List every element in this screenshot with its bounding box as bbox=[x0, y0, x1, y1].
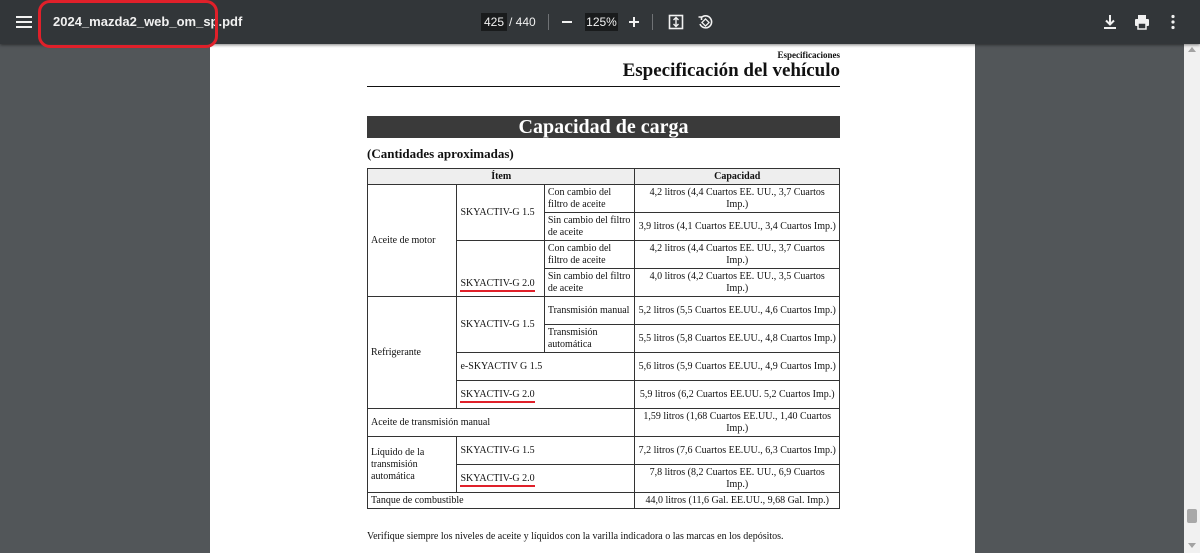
condition-label: Con cambio del filtro de aceite bbox=[544, 185, 635, 213]
capacity-value: 44,0 litros (11,6 Gal. EE.UU., 9,68 Gal. Imp.) bbox=[635, 493, 840, 509]
toolbar-divider bbox=[652, 14, 653, 30]
title-highlight-annotation bbox=[38, 0, 218, 48]
menu-icon[interactable] bbox=[12, 10, 36, 34]
capacity-table bbox=[367, 168, 840, 509]
header-item: Ítem bbox=[368, 169, 635, 185]
footnote: Verifique siempre los niveles de aceite y líquidos con la varilla indicadora o las marcas en los depósitos. bbox=[367, 531, 784, 542]
scroll-up-arrow-icon[interactable] bbox=[1188, 47, 1196, 52]
capacity-value: 4,2 litros (4,4 Cuartos EE. UU., 3,7 Cuartos Imp.) bbox=[635, 241, 840, 269]
more-options-icon[interactable] bbox=[1163, 12, 1183, 32]
condition-label: Sin cambio del filtro de aceite bbox=[544, 213, 635, 241]
header-rule bbox=[367, 86, 840, 87]
zoom-in-icon[interactable] bbox=[624, 12, 644, 32]
document-title: 2024_mazda2_web_om_sp.pdf bbox=[53, 14, 243, 29]
capacity-value: 5,2 litros (5,5 Cuartos EE.UU., 4,6 Cuartos Imp.) bbox=[635, 297, 840, 325]
scroll-down-arrow-icon[interactable] bbox=[1188, 543, 1196, 548]
engine-label: e-SKYACTIV G 1.5 bbox=[457, 353, 635, 381]
table-header-row bbox=[368, 169, 840, 185]
row-label-atf: Líquido de la transmisión automática bbox=[368, 437, 457, 493]
engine-label bbox=[457, 241, 544, 297]
capacity-value: 1,59 litros (1,68 Cuartos EE.UU., 1,40 Cuartos Imp.) bbox=[635, 409, 840, 437]
underlined-engine-label: SKYACTIV-G 2.0 bbox=[460, 473, 534, 487]
underlined-engine-label: SKYACTIV-G 2.0 bbox=[460, 278, 534, 292]
page-total: / 440 bbox=[509, 15, 536, 29]
table-row bbox=[368, 185, 840, 213]
capacity-value: 7,8 litros (8,2 Cuartos EE. UU., 6,9 Cuartos Imp.) bbox=[635, 465, 840, 493]
capacity-value: 5,5 litros (5,8 Cuartos EE.UU., 4,8 Cuartos Imp.) bbox=[635, 325, 840, 353]
row-label-engine-oil: Aceite de motor bbox=[368, 185, 457, 297]
underlined-engine-label: SKYACTIV-G 2.0 bbox=[460, 389, 534, 403]
page-number-input[interactable]: 425 bbox=[481, 13, 507, 31]
engine-label: SKYACTIV-G 1.5 bbox=[457, 185, 544, 241]
section-label: Especificaciones bbox=[777, 50, 840, 60]
capacity-value: 7,2 litros (7,6 Cuartos EE.UU., 6,3 Cuartos Imp.) bbox=[635, 437, 840, 465]
capacity-value: 4,2 litros (4,4 Cuartos EE. UU., 3,7 Cuartos Imp.) bbox=[635, 185, 840, 213]
row-label-manual-oil: Aceite de transmisión manual bbox=[368, 409, 635, 437]
scrollbar-thumb[interactable] bbox=[1187, 509, 1197, 523]
rotate-icon[interactable] bbox=[695, 12, 715, 32]
subtitle: (Cantidades aproximadas) bbox=[367, 146, 514, 161]
engine-label: SKYACTIV-G 1.5 bbox=[457, 297, 544, 353]
capacity-value: 5,9 litros (6,2 Cuartos EE.UU. 5,2 Cuartos Imp.) bbox=[635, 381, 840, 409]
engine-label bbox=[457, 381, 635, 409]
capacity-value: 4,0 litros (4,2 Cuartos EE. UU., 3,5 Cuartos Imp.) bbox=[635, 269, 840, 297]
row-label-fuel: Tanque de combustible bbox=[368, 493, 635, 509]
condition-label: Con cambio del filtro de aceite bbox=[544, 241, 635, 269]
capacity-value: 5,6 litros (5,9 Cuartos EE.UU., 4,9 Cuartos Imp.) bbox=[635, 353, 840, 381]
page-title: Especificación del vehículo bbox=[622, 60, 840, 81]
print-icon[interactable] bbox=[1132, 12, 1152, 32]
header-capacity: Capacidad bbox=[635, 169, 840, 185]
zoom-level-input[interactable]: 125% bbox=[586, 15, 617, 29]
condition-label: Transmisión manual bbox=[544, 297, 635, 325]
section-banner: Capacidad de carga bbox=[367, 116, 840, 138]
toolbar-divider bbox=[548, 14, 549, 30]
table-row bbox=[368, 297, 840, 325]
capacity-value: 3,9 litros (4,1 Cuartos EE.UU., 3,4 Cuartos Imp.) bbox=[635, 213, 840, 241]
download-icon[interactable] bbox=[1100, 12, 1120, 32]
engine-label: SKYACTIV-G 1.5 bbox=[457, 437, 635, 465]
engine-label bbox=[457, 465, 635, 493]
condition-label: Sin cambio del filtro de aceite bbox=[544, 269, 635, 297]
table-row bbox=[368, 437, 840, 465]
vertical-scrollbar[interactable] bbox=[1184, 44, 1200, 553]
fit-page-icon[interactable] bbox=[666, 12, 686, 32]
zoom-out-icon[interactable] bbox=[557, 12, 577, 32]
pdf-page bbox=[210, 44, 975, 553]
row-label-coolant: Refrigerante bbox=[368, 297, 457, 409]
table-row bbox=[368, 493, 840, 509]
condition-label: Transmisión automática bbox=[544, 325, 635, 353]
table-row bbox=[368, 409, 840, 437]
